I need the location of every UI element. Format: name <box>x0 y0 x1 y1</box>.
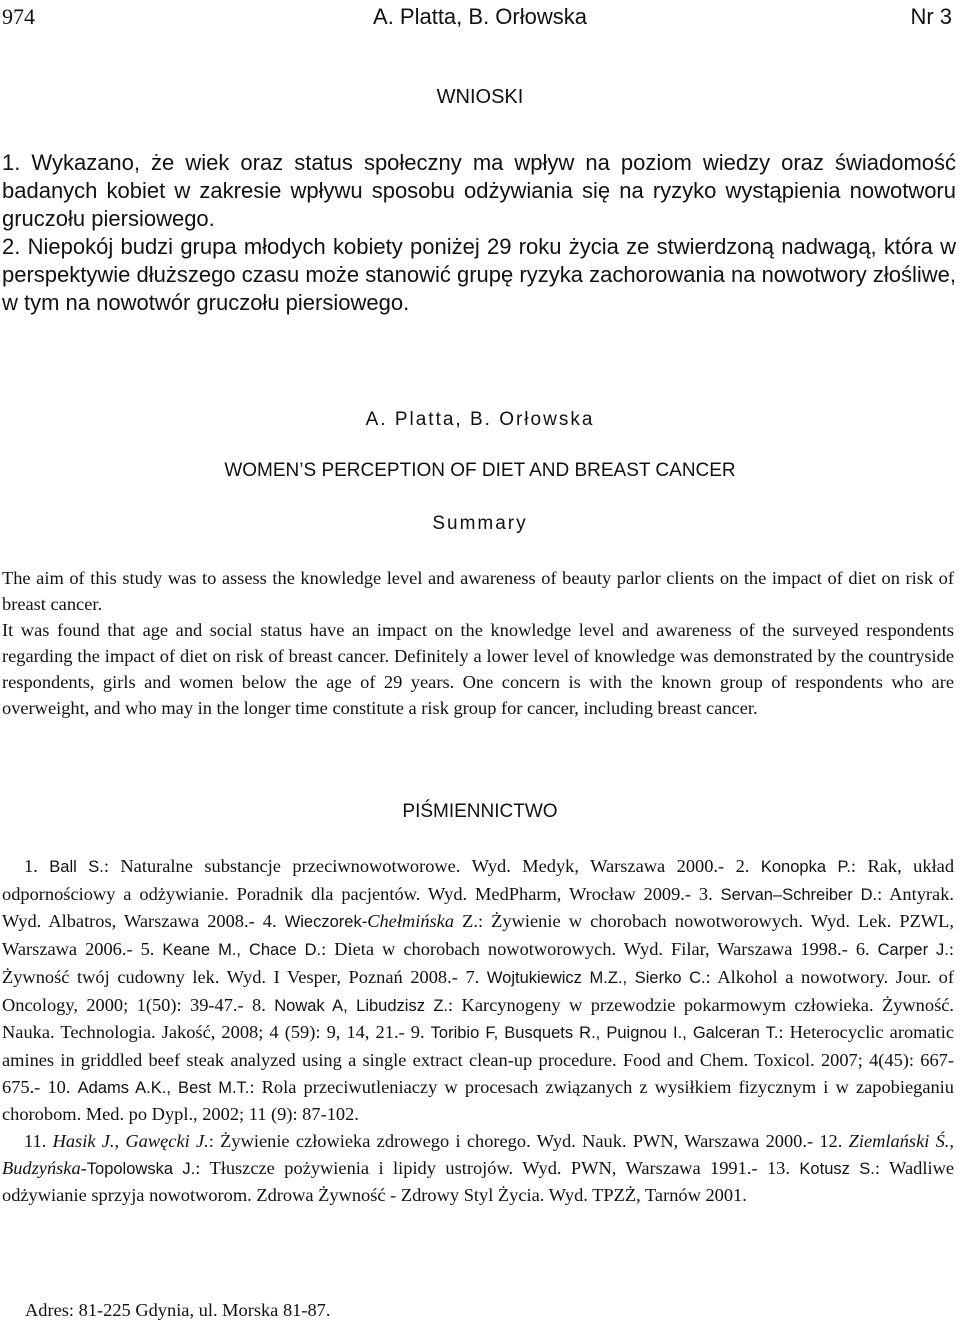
ref-author: Konopka P. <box>760 858 851 876</box>
conclusion-item-1: 1. Wykazano, że wiek oraz status społeczny ma wpływ na poziom wiedzy oraz świadomość badanych kobiet w zakresie wpływu sposobu odżywiania się na ryzyko wystąpienia nowotworu gruczołu piersiowego. <box>2 150 956 231</box>
summary-paragraph-1: The aim of this study was to assess the knowledge level and awareness of beauty parlor clients on the impact of diet on risk of breast cancer. <box>2 568 954 614</box>
ref-author: Chełmińska <box>367 911 455 932</box>
ref-author: Carper J. <box>877 941 949 960</box>
ref-author: Adams A.K., Best M.T. <box>77 1078 250 1097</box>
references-heading: PIŚMIENNICTWO <box>402 801 558 822</box>
ref-author: Wieczorek- <box>284 913 368 932</box>
conclusions-body <box>2 149 956 317</box>
summary-heading: Summary <box>432 513 528 534</box>
summary-body <box>2 565 954 721</box>
issue-number: Nr 3 <box>910 4 952 29</box>
references-paragraph-1: 1. Ball S.: Naturalne substancje przeciwnowotworowe. Wyd. Medyk, Warszawa 2000.- 2. Konopka P.: Rak, układ odpornościowy a odżywianie. Poradnik dla pacjentów. Wyd. MedPharm, Wrocław 2009.- 3. Servan–Schreiber D.: Antyrak. Wyd. Albatros, Warszawa 2008.- 4. Wieczorek-Chełmińska Z.: Żywienie w chorobach nowotworowych. Wyd. Lek. PZWL, Warszawa 2006.- 5. Keane M., Chace D.: Dieta w chorobach nowotworowych. Wyd. Filar, Warszawa 1998.- 6. Carper J.: Żywność twój cudowny lek. Wyd. I Vesper, Poznań 2008.- 7. Wojtukiewicz M.Z., Sierko C.: Alkohol a nowotwory. Jour. of Oncology, 2000; 1(50): 39-47.- 8. Nowak A, Libudzisz Z.: Karcynogeny w przewodzie pokarmowym człowieka. Żywność. Nauka. Technologia. Jakość, 2008; 4 (59): 9, 14, 21.- 9. Toribio F, Busquets R., Puignou I., Galceran T.: Heterocyclic aromatic amines in griddled beef steak analyzed using a single extract clean-up procedure. Food and Chem. Toxicol. 2007; 4(45): 667-675.- 10. Adams A.K., Best M.T.: Rola przeciwutleniaczy w procesach związanych z wysiłkiem fizycznym i w zapobieganiu chorobom. Med. po Dypl., 2002; 11 (9): 87-102. <box>2 856 955 1125</box>
ref-author: Kotusz S. <box>799 1159 875 1178</box>
ref-author: Nowak A, Libudzisz Z. <box>274 996 449 1015</box>
ref-author: Toribio F, Busquets R., Puignou I., Galceran T. <box>430 1024 779 1043</box>
summary-paragraph-2: It was found that age and social status have an impact on the knowledge level and awareness of the surveyed respondents regarding the impact of diet on risk of breast cancer. Definitely a lower level of knowledge was demonstrated by the countryside respondents, girls and women below the age of 29 years. One concern is with the known group of respondents who are overweight, and who may in the longer time constitute a risk group for cancer, including breast cancer. <box>2 620 954 718</box>
ref-author: Ziemlański Ś., Budzyńska- <box>2 1131 954 1178</box>
summary-title: WOMEN’S PERCEPTION OF DIET AND BREAST CANCER <box>224 460 736 481</box>
ref-author: Ball S. <box>49 858 104 876</box>
conclusions-heading: WNIOSKI <box>436 86 524 108</box>
ref-author: Hasik J., Gawęcki J. <box>52 1131 209 1152</box>
references-list <box>2 853 954 1209</box>
ref-author: Topolowska J. <box>86 1159 196 1178</box>
page-number: 974 <box>2 4 35 29</box>
running-header-authors: A. Platta, B. Orłowska <box>373 4 587 29</box>
ref-author: Servan–Schreiber D. <box>720 885 878 904</box>
author-address: Adres: 81-225 Gdynia, ul. Morska 81-87. <box>25 1300 331 1320</box>
references-paragraph-2: 11. Hasik J., Gawęcki J.: Żywienie człowieka zdrowego i chorego. Wyd. Nauk. PWN, Warszawa 2000.- 12. Ziemlański Ś., Budzyńska-Topolowska J.: Tłuszcze pożywienia i lipidy ustrojów. Wyd. PWN, Warszawa 1991.- 13. Kotusz S.: Wadliwe odżywianie sprzyja nowotworom. Zdrowa Żywność - Zdrowy Styl Życia. Wyd. TPZŻ, Tarnów 2001. <box>2 1131 955 1206</box>
summary-authors: A. Platta, B. Orłowska <box>365 409 595 430</box>
ref-author: Wojtukiewicz M.Z., Sierko C. <box>486 968 706 987</box>
conclusion-item-2: 2. Niepokój budzi grupa młodych kobiety poniżej 29 roku życia ze stwierdzoną nadwagą, która w perspektywie dłuższego czasu może stanowić grupę ryzyka zachorowania na nowotwory złośliwe, w tym na nowotwór gruczołu piersiowego. <box>2 234 956 315</box>
ref-author: Keane M., Chace D. <box>162 941 322 960</box>
